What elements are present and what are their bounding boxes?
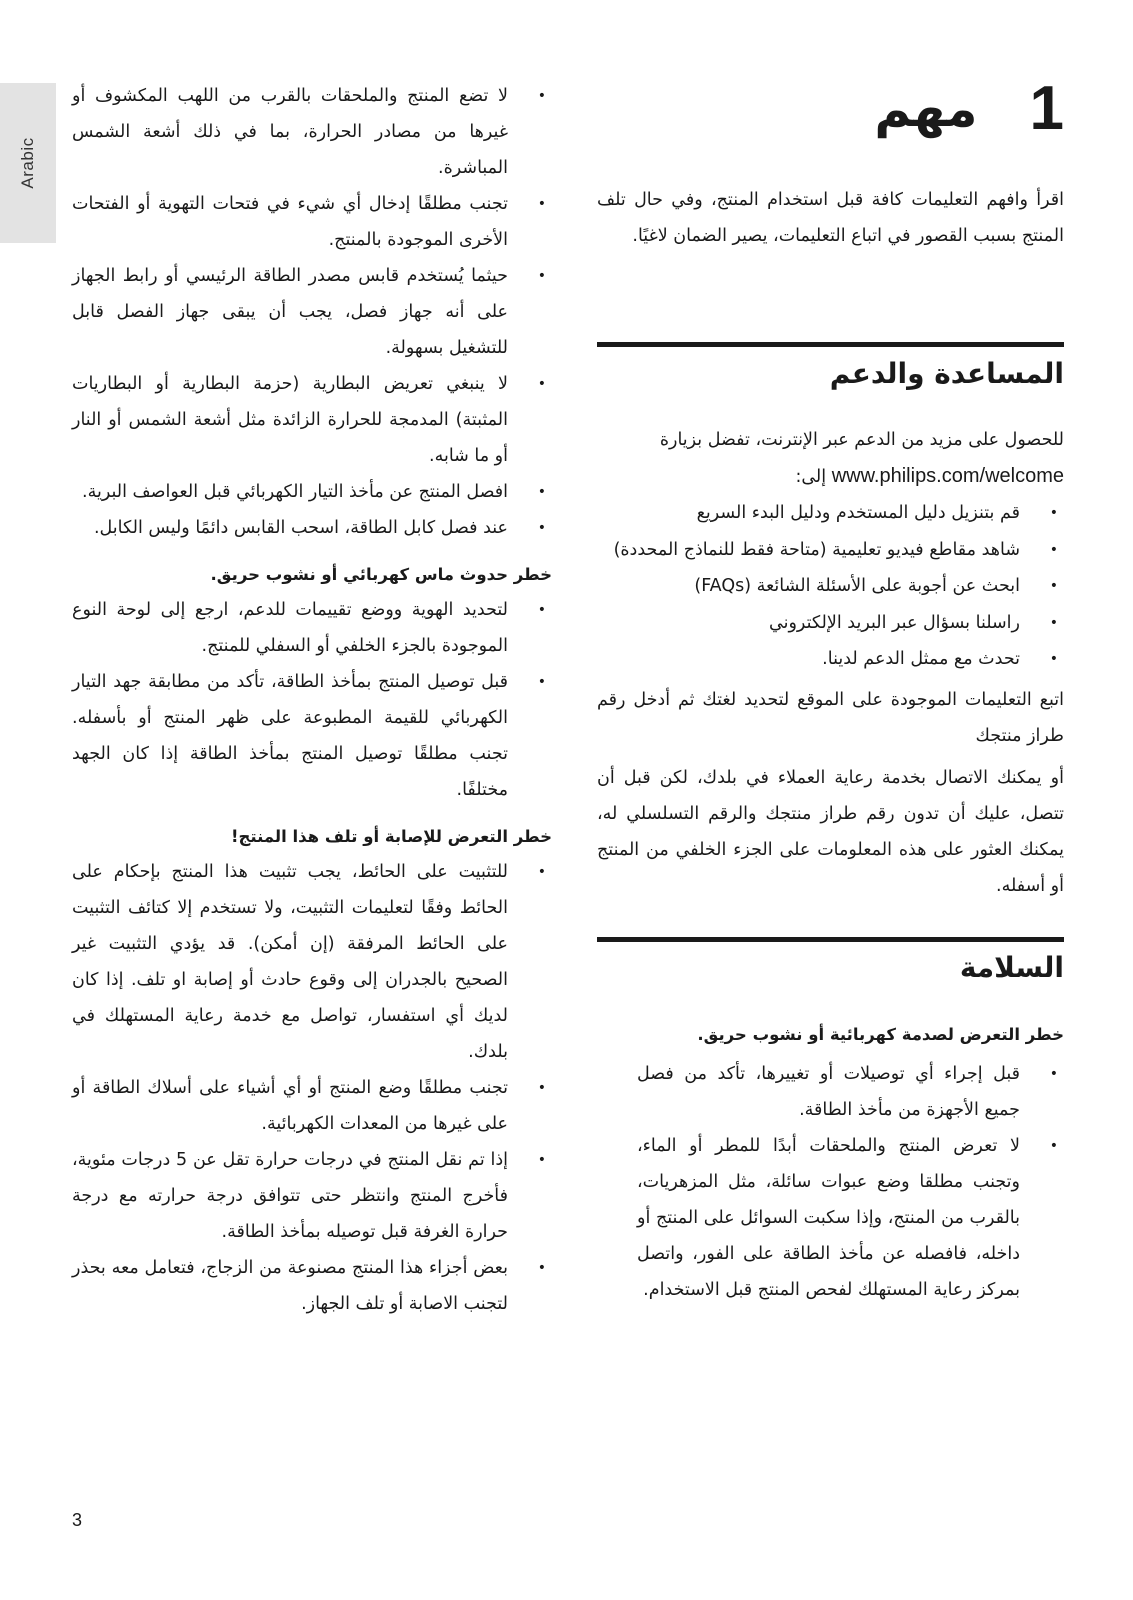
intro-paragraph: اقرأ وافهم التعليمات كافة قبل استخدام المنتج، وفي حال تلف المنتج بسبب القصور في اتباع التعليمات، يصير الضمان لاغيًا. [597, 190, 1064, 246]
support-heading: المساعدة والدعم [829, 357, 1064, 390]
list-item: • لا تعرض المنتج والملحقات أبدًا للمطر أو الماء، وتجنب مطلقا وضع عبوات سائلة، مثل المزهريات، بالقرب من المنتج، وإذا سكبت السوائل على المنتج أو داخله، فافصله عن مأخذ الطاقة على الفور، واتصل بمركز رعاية المستهلك لفحص المنتج قبل الاستخدام. [637, 1128, 1064, 1308]
list-item: • لا تضع المنتج والملحقات بالقرب من اللهب المكشوف أو غيرها من مصادر الحرارة، بما في ذلك أشعة الشمس المباشرة. [72, 78, 552, 186]
safety-list-top [72, 78, 552, 546]
safety-list-short [72, 592, 552, 808]
list-item: • إذا تم نقل المنتج في درجات حرارة تقل عن 5 درجات مئوية، فأخرج المنتج وانتظر حتى تتوافق درجة حرارته مع درجة حرارة الغرفة قبل توصيله بمأخذ الطاقة. [72, 1142, 552, 1250]
list-item: • قبل إجراء أي توصيلات أو تغييرها، تأكد من فصل جميع الأجهزة من مأخذ الطاقة. [637, 1056, 1064, 1128]
list-item: • ابحث عن أجوبة على الأسئلة الشائعة (FAQs) [597, 568, 1064, 605]
list-item: • راسلنا بسؤال عبر البريد الإلكتروني [597, 605, 1064, 642]
list-item: • للتثبيت على الحائط، يجب تثبيت هذا المنتج بإحكام على الحائط وفقًا لتعليمات التثبيت، ولا تستخدم إلا كتائف التثبيت على الحائط المرفقة (إن أمكن). قد يؤدي التثبيت غير الصحيح بالجدران إلى وقوع حادث أو إصابة او تلف. إذا كان لديك أي استفسار، تواصل مع خدمة رعاية المستهلك في بلدك. [72, 854, 552, 1070]
list-item: • تحدث مع ممثل الدعم لدينا. [597, 641, 1064, 678]
safety-list [597, 1056, 1064, 1308]
support-url-line [597, 458, 1064, 495]
support-list [597, 495, 1064, 678]
page-number: 3 [72, 1510, 83, 1530]
list-item: • تجنب مطلقًا وضع المنتج أو أي أشياء على أسلاك الطاقة أو على غيرها من المعدات الكهربائية. [72, 1070, 552, 1142]
list-item: • تجنب مطلقًا إدخال أي شيء في فتحات التهوية أو الفتحات الأخرى الموجودة بالمنتج. [72, 186, 552, 258]
list-item: • حيثما يُستخدم قابس مصدر الطاقة الرئيسي أو رابط الجهاز على أنه جهاز فصل، يجب أن يبقى جهاز الفصل قابل للتشغيل بسهولة. [72, 258, 552, 366]
chapter-number: 1 [1029, 74, 1064, 143]
support-lead: للحصول على مزيد من الدعم عبر الإنترنت، تفضل بزيارة [659, 430, 1064, 450]
chapter-title: مهم [874, 80, 978, 138]
support-follow-up: اتبع التعليمات الموجودة على الموقع لتحديد لغتك ثم أدخل رقم طراز منتجك [597, 689, 1064, 746]
chapter-heading [597, 74, 1064, 143]
warning-injury: خطر التعرض للإصابة أو تلف هذا المنتج! [230, 827, 552, 846]
list-item: • لا ينبغي تعريض البطارية (حزمة البطارية أو البطاريات المثبتة) المدمجة للحرارة الزائدة مثل أشعة الشمس أو النار أو ما شابه. [72, 366, 552, 474]
list-item: • قم بتنزيل دليل المستخدم ودليل البدء السريع [597, 495, 1064, 532]
support-url-suffix: إلى: [795, 467, 827, 487]
language-tab [0, 83, 56, 243]
list-item: • شاهد مقاطع فيديو تعليمية (متاحة فقط للنماذج المحددة) [597, 532, 1064, 569]
warning-short-circuit: خطر حدوث ماس كهربائي أو نشوب حريق. [210, 565, 552, 584]
list-item: • لتحديد الهوية ووضع تقييمات للدعم، ارجع إلى لوحة النوع الموجودة بالجزء الخلفي أو السفلي للمنتج. [72, 592, 552, 664]
warning-shock: خطر التعرض لصدمة كهربائية أو نشوب حريق. [697, 1025, 1064, 1044]
support-block [597, 422, 1064, 904]
language-tab-label: Arabic [18, 137, 37, 189]
left-column [72, 78, 552, 1322]
list-item: • بعض أجزاء هذا المنتج مصنوعة من الزجاج، فتعامل معه بحذر لتجنب الاصابة أو تلف الجهاز. [72, 1250, 552, 1322]
support-url[interactable]: www.philips.com/welcome [831, 465, 1064, 487]
safety-heading: السلامة [959, 951, 1064, 984]
section-rule-safety [597, 937, 1064, 942]
support-contact: أو يمكنك الاتصال بخدمة رعاية العملاء في بلدك، لكن قبل أن تتصل، عليك أن تدون رقم طراز منتجك والرقم التسلسلي له، يمكنك العثور على هذه المعلومات على الجزء الخلفي من المنتج أو أسفله. [597, 767, 1064, 896]
safety-block [597, 1018, 1064, 1308]
intro-block [597, 182, 1064, 254]
list-item: • عند فصل كابل الطاقة، اسحب القابس دائمًا وليس الكابل. [72, 510, 552, 546]
list-item: • افصل المنتج عن مأخذ التيار الكهربائي قبل العواصف البرية. [72, 474, 552, 510]
list-item: • قبل توصيل المنتج بمأخذ الطاقة، تأكد من مطابقة جهد التيار الكهربائي للقيمة المطبوعة على ظهر المنتج أو بأسفله. تجنب مطلقًا توصيل المنتج بمأخذ الطاقة إذا كان الجهد مختلفًا. [72, 664, 552, 808]
section-rule-support [597, 342, 1064, 347]
safety-list-injury [72, 854, 552, 1322]
